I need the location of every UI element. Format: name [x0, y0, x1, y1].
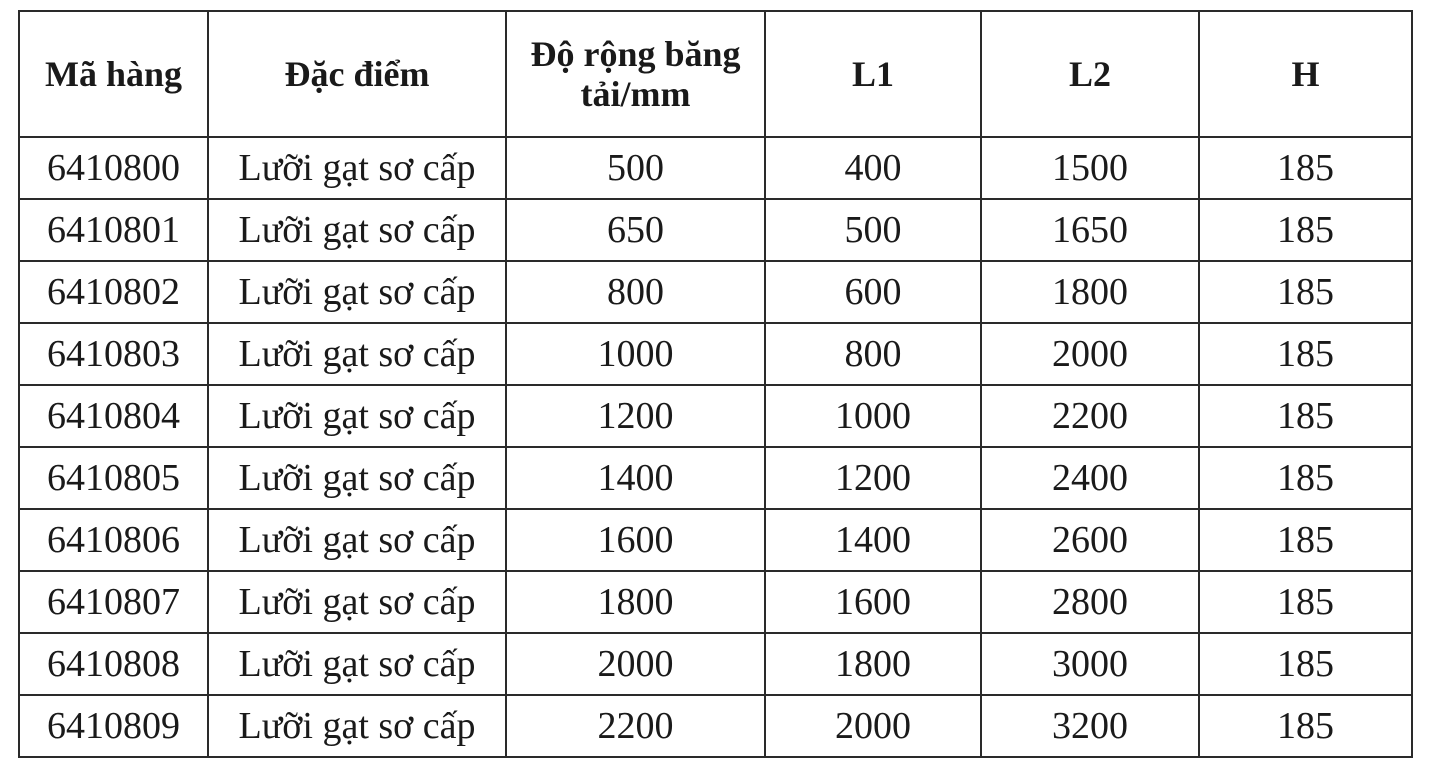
cell-l2: 2800	[981, 571, 1199, 633]
header-row	[19, 11, 1412, 137]
table-row	[19, 261, 1412, 323]
table-row	[19, 385, 1412, 447]
cell-feature: Lưỡi gạt sơ cấp	[208, 199, 506, 261]
cell-l2: 1800	[981, 261, 1199, 323]
table-row	[19, 137, 1412, 199]
header-feature: Đặc điểm	[208, 11, 506, 137]
header-belt-width-line1: Độ rộng băng	[530, 34, 741, 74]
cell-code: 6410809	[19, 695, 208, 757]
cell-l1: 800	[765, 323, 981, 385]
cell-width: 2000	[506, 633, 765, 695]
cell-code: 6410800	[19, 137, 208, 199]
cell-h: 185	[1199, 137, 1412, 199]
table-row	[19, 695, 1412, 757]
cell-code: 6410801	[19, 199, 208, 261]
cell-l2: 2600	[981, 509, 1199, 571]
cell-l1: 400	[765, 137, 981, 199]
cell-code: 6410806	[19, 509, 208, 571]
cell-width: 650	[506, 199, 765, 261]
cell-l2: 3000	[981, 633, 1199, 695]
cell-width: 1600	[506, 509, 765, 571]
table-row	[19, 323, 1412, 385]
cell-width: 2200	[506, 695, 765, 757]
table-row	[19, 571, 1412, 633]
cell-feature: Lưỡi gạt sơ cấp	[208, 137, 506, 199]
cell-l2: 2000	[981, 323, 1199, 385]
header-belt-width	[506, 11, 765, 137]
table-row	[19, 199, 1412, 261]
cell-code: 6410805	[19, 447, 208, 509]
cell-width: 1200	[506, 385, 765, 447]
header-code: Mã hàng	[19, 11, 208, 137]
cell-l1: 500	[765, 199, 981, 261]
cell-l2: 1500	[981, 137, 1199, 199]
cell-l2: 2200	[981, 385, 1199, 447]
cell-h: 185	[1199, 323, 1412, 385]
header-belt-width-line2: tải/mm	[580, 74, 691, 114]
cell-h: 185	[1199, 571, 1412, 633]
cell-h: 185	[1199, 261, 1412, 323]
cell-l2: 3200	[981, 695, 1199, 757]
cell-h: 185	[1199, 695, 1412, 757]
cell-code: 6410808	[19, 633, 208, 695]
cell-l1: 1000	[765, 385, 981, 447]
cell-code: 6410802	[19, 261, 208, 323]
header-l2: L2	[981, 11, 1199, 137]
cell-width: 1000	[506, 323, 765, 385]
cell-feature: Lưỡi gạt sơ cấp	[208, 571, 506, 633]
cell-l1: 1200	[765, 447, 981, 509]
cell-code: 6410804	[19, 385, 208, 447]
cell-feature: Lưỡi gạt sơ cấp	[208, 385, 506, 447]
table-row	[19, 633, 1412, 695]
cell-feature: Lưỡi gạt sơ cấp	[208, 261, 506, 323]
cell-l2: 1650	[981, 199, 1199, 261]
cell-h: 185	[1199, 633, 1412, 695]
table-row	[19, 447, 1412, 509]
cell-width: 500	[506, 137, 765, 199]
cell-l1: 1400	[765, 509, 981, 571]
spec-table	[18, 10, 1413, 758]
header-l1: L1	[765, 11, 981, 137]
cell-l1: 1800	[765, 633, 981, 695]
table-row	[19, 509, 1412, 571]
cell-width: 1800	[506, 571, 765, 633]
cell-feature: Lưỡi gạt sơ cấp	[208, 323, 506, 385]
cell-l1: 2000	[765, 695, 981, 757]
cell-h: 185	[1199, 447, 1412, 509]
cell-h: 185	[1199, 509, 1412, 571]
header-h: H	[1199, 11, 1412, 137]
cell-l1: 1600	[765, 571, 981, 633]
cell-l1: 600	[765, 261, 981, 323]
cell-feature: Lưỡi gạt sơ cấp	[208, 509, 506, 571]
cell-feature: Lưỡi gạt sơ cấp	[208, 447, 506, 509]
cell-feature: Lưỡi gạt sơ cấp	[208, 695, 506, 757]
cell-width: 800	[506, 261, 765, 323]
cell-width: 1400	[506, 447, 765, 509]
cell-feature: Lưỡi gạt sơ cấp	[208, 633, 506, 695]
cell-l2: 2400	[981, 447, 1199, 509]
cell-h: 185	[1199, 199, 1412, 261]
cell-h: 185	[1199, 385, 1412, 447]
cell-code: 6410807	[19, 571, 208, 633]
cell-code: 6410803	[19, 323, 208, 385]
